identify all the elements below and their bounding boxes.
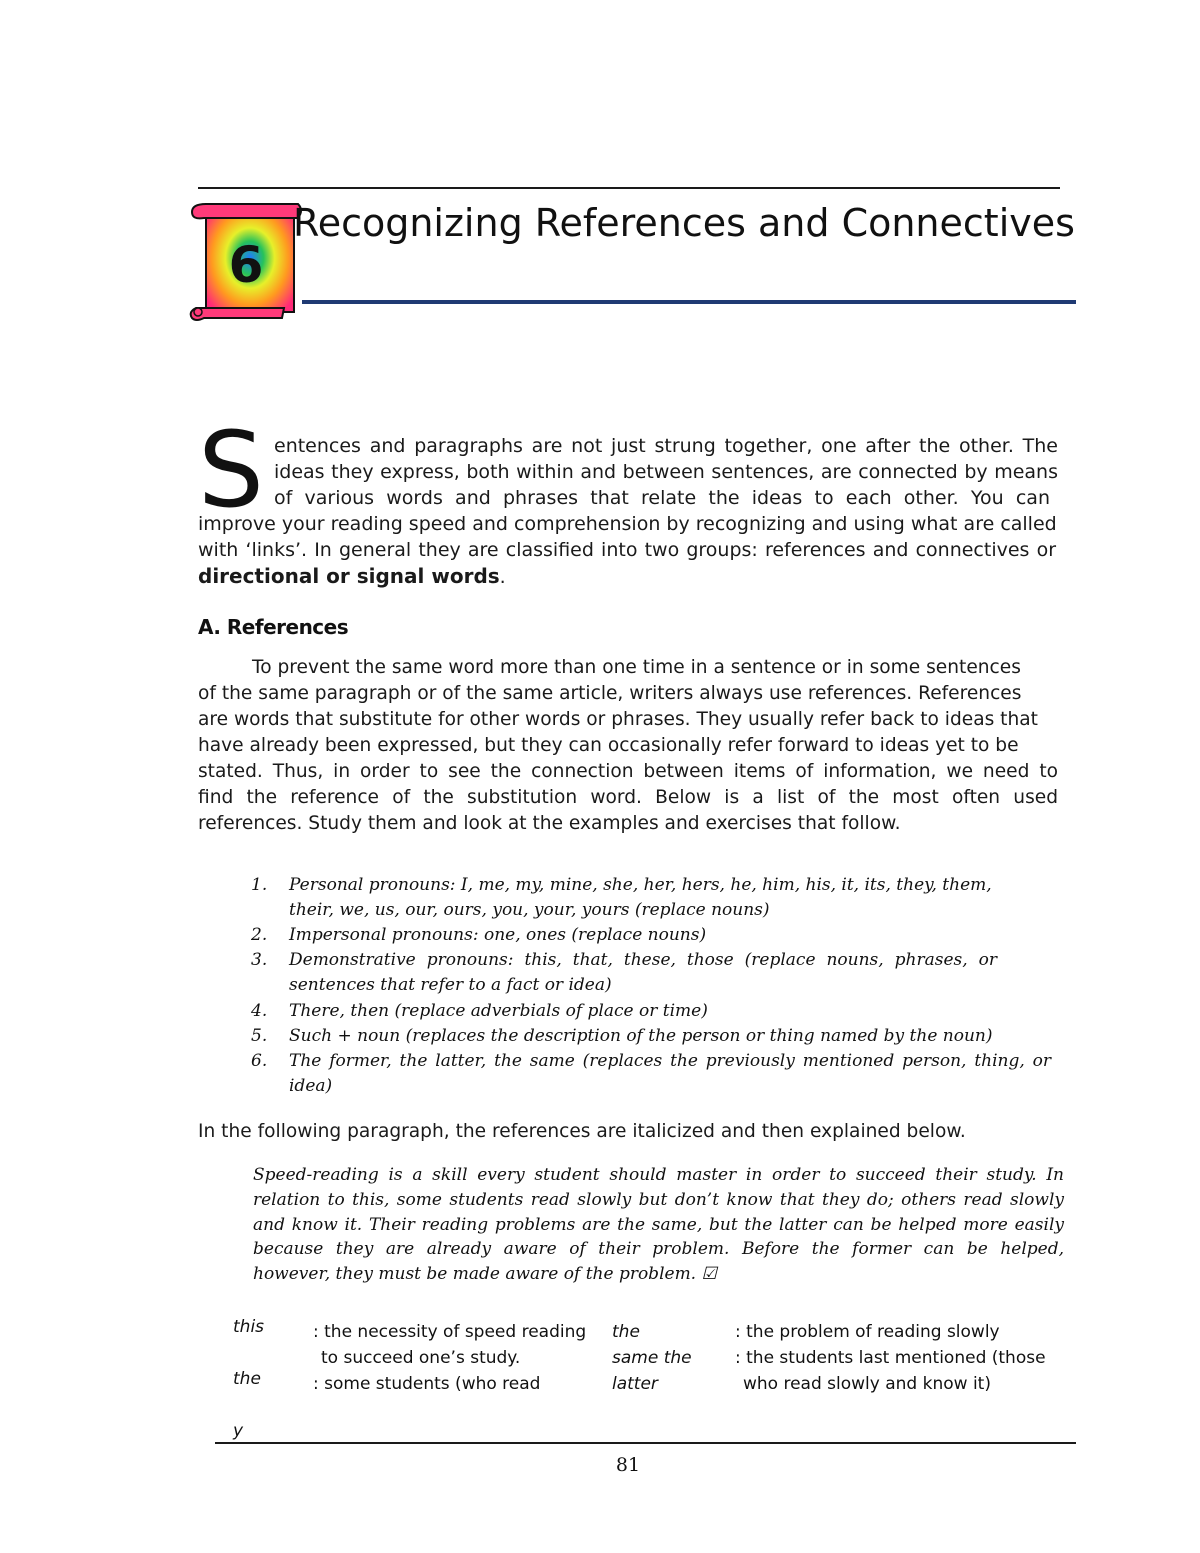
- list-number: 5.: [251, 1026, 268, 1046]
- list-item: Such + noun (replaces the description of the person or thing named by the noun): [289, 1026, 993, 1046]
- list-item: idea): [289, 1076, 333, 1096]
- intro-line: improve your reading speed and comprehension by recognizing and using what are called: [198, 513, 1057, 535]
- paragraph-line: of the same paragraph or of the same article, writers always use references. References: [198, 683, 1022, 704]
- scroll-icon: [186, 196, 304, 322]
- reference-term: the: [233, 1369, 261, 1389]
- reference-term: this: [233, 1317, 265, 1337]
- intro-line: [198, 563, 506, 590]
- paragraph-line: have already been expressed, but they can occasionally refer forward to ideas yet to be: [198, 735, 1019, 756]
- paragraph-line: references. Study them and look at the examples and exercises that follow.: [198, 813, 901, 834]
- intro-line: of various words and phrases that relate the ideas to each other. You can: [274, 487, 1050, 509]
- intro-line: entences and paragraphs are not just strung together, one after the other. The: [274, 435, 1058, 457]
- top-rule: [198, 187, 1060, 189]
- list-item: sentences that refer to a fact or idea): [289, 975, 612, 995]
- chapter-number: 6: [228, 236, 264, 294]
- list-item: Personal pronouns: I, me, my, mine, she, her, hers, he, him, his, it, its, they, them,: [289, 875, 992, 895]
- reference-term: same the: [612, 1348, 692, 1368]
- paragraph-line: To prevent the same word more than one time in a sentence or in some sentences: [252, 657, 1021, 678]
- list-number: 2.: [251, 925, 268, 945]
- example-line: relation to this, some students read slowly but don’t know that they do; others read slowly: [253, 1190, 1064, 1210]
- signal-words-term: directional or signal words: [198, 564, 500, 588]
- list-item: Impersonal pronouns: one, ones (replace nouns): [289, 925, 707, 945]
- reference-definition: to succeed one’s study.: [321, 1348, 521, 1368]
- list-number: 3.: [251, 950, 268, 970]
- title-underline: [302, 300, 1076, 304]
- intro-line: ideas they express, both within and between sentences, are connected by means: [274, 461, 1058, 483]
- intro-line: with ‘links’. In general they are classified into two groups: references and connectives or: [198, 539, 1056, 561]
- example-line: because they are already aware of their problem. Before the former can be helped,: [253, 1239, 1064, 1259]
- section-heading: A. References: [198, 615, 349, 639]
- reference-definition: : the students last mentioned (those: [735, 1348, 1046, 1368]
- list-item: The former, the latter, the same (replaces the previously mentioned person, thing, or: [289, 1051, 1051, 1071]
- example-intro: In the following paragraph, the references are italicized and then explained below.: [198, 1121, 966, 1142]
- list-item: There, then (replace adverbials of place or time): [289, 1001, 708, 1021]
- paragraph-line: find the reference of the substitution word. Below is a list of the most often used: [198, 787, 1058, 808]
- example-line: and know it. Their reading problems are the same, but the latter can be helped more easily: [253, 1215, 1064, 1235]
- list-item: Demonstrative pronouns: this, that, these, those (replace nouns, phrases, or: [289, 950, 997, 970]
- example-line: Speed-reading is a skill every student should master in order to succeed their study. In: [253, 1165, 1064, 1185]
- drop-cap: S: [198, 409, 265, 531]
- list-item: their, we, us, our, ours, you, your, yours (replace nouns): [289, 900, 770, 920]
- intro-period: .: [499, 566, 506, 588]
- page-number: 81: [615, 1454, 641, 1476]
- reference-term: y: [233, 1421, 244, 1441]
- reference-term: the: [612, 1322, 640, 1342]
- bottom-rule: [215, 1442, 1076, 1444]
- paragraph-line: are words that substitute for other words or phrases. They usually refer back to ideas that: [198, 709, 1038, 730]
- chapter-title: Recognizing References and Connectives: [293, 201, 1075, 245]
- example-line: however, they must be made aware of the problem. ☑: [253, 1264, 717, 1284]
- reference-term: latter: [612, 1374, 658, 1394]
- list-number: 1.: [251, 875, 268, 895]
- reference-definition: : some students (who read: [313, 1374, 541, 1394]
- list-number: 4.: [251, 1001, 268, 1021]
- reference-definition: : the problem of reading slowly: [735, 1322, 1000, 1342]
- reference-definition: : the necessity of speed reading: [313, 1322, 587, 1342]
- paragraph-line: stated. Thus, in order to see the connection between items of information, we need to: [198, 761, 1058, 782]
- reference-definition: who read slowly and know it): [743, 1374, 991, 1394]
- list-number: 6.: [251, 1051, 268, 1071]
